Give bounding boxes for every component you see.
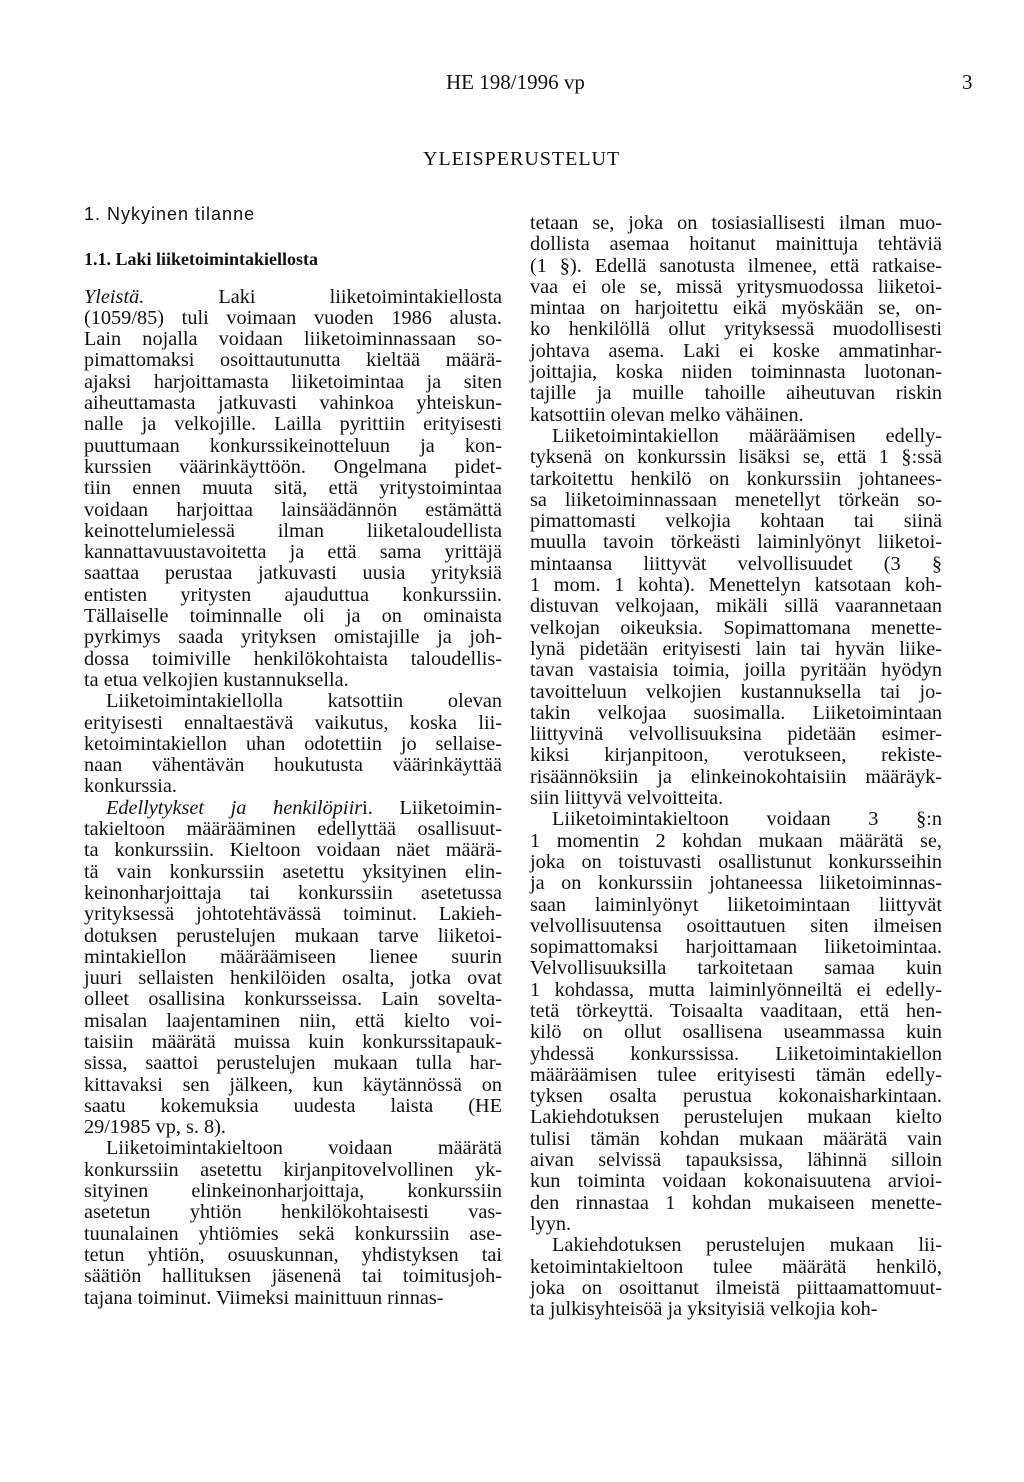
text-line: taisiin määrätä muissa kuin konkurssitapauk- (84, 1030, 502, 1053)
text-line: pimattomaksi osoittautunutta kieltää määrä- (84, 349, 502, 372)
text-line: risäännöksiin ja elinkeinokohtaisiin määräyk- (530, 765, 942, 788)
text-line: pyrkimys saada yrityksen omistajille ja joh- (84, 626, 502, 649)
text-line: liittyvinä velvollisuuksina pidetään esimer- (530, 723, 942, 746)
text-line: olleet osallisina konkursseissa. Lain sovelta- (84, 988, 502, 1011)
text-line: Tällaiselle toiminnalle oli ja on ominaista (84, 605, 502, 628)
text-line: Lakiehdotuksen perustelujen mukaan kielto (530, 1106, 942, 1129)
text-line: Lain nojalla voidaan liiketoiminnassaan so- (84, 328, 502, 351)
text-line: velvollisuutensa osoittautuen siten ilmeisen (530, 914, 942, 937)
right-body-text (530, 213, 942, 1320)
text-line: mintaansa liittyvät velvollisuudet (3 § (530, 552, 942, 575)
heading-current-situation: 1. Nykyinen tilanne (84, 204, 256, 224)
text-line: sopimattomaksi harjoittamaan liiketoimintaa. (530, 936, 942, 959)
text-line: Liiketoimintakieltoon voidaan 3 §:n (552, 808, 942, 831)
text-line: dossa toimiville henkilökohtaista taloudellis- (84, 647, 502, 670)
text-line: joittajia, koska niiden toiminnasta luotonan- (530, 361, 942, 384)
text-line: joka on osoittanut ilmeistä piittaamattomuut- (530, 1276, 942, 1299)
text-line: keinottelumielessä ilman liiketaloudellista (84, 519, 502, 542)
text-line: erityisesti ennaltaestävä vaikutus, koska lii- (84, 711, 502, 734)
text-line: ta konkurssiin. Kieltoon voidaan näet määrä- (84, 839, 502, 862)
text-line: naan vähentävän houkutusta väärinkäyttää (84, 754, 502, 777)
text-line: lyyn. (530, 1212, 572, 1235)
text-line: ta etua velkojien kustannuksella. (84, 668, 349, 691)
text-line: Lakiehdotuksen perustelujen mukaan lii- (552, 1234, 942, 1257)
text-line: entisten yritysten ajauduttua konkurssiin. (84, 583, 502, 606)
text-line: kurssien väärinkäyttöön. Ongelmana pidet- (84, 455, 502, 478)
text-line: tavoitteluun velkojien kustannuksella tai jo- (530, 680, 942, 703)
text-line: kittavaksi sen jälkeen, kun käytännössä on (84, 1073, 502, 1096)
section-title: YLEISPERUSTELUT (423, 148, 621, 170)
text-line: juuri sellaisten henkilöiden osalta, jotka ovat (84, 967, 502, 990)
text-line: määräämisen tulee erityisesti tämän edelly- (530, 1063, 942, 1086)
text-line: muulla tavoin törkeästi laiminlyönyt liiketoi- (530, 531, 942, 554)
text-line: Yleistä. Laki liiketoimintakiellosta (84, 285, 502, 308)
text-line: saan laiminlyönyt liiketoimintaan liittyvät (530, 893, 942, 916)
text-line: tä vain konkurssiin asetettu yksityinen elin- (84, 860, 502, 883)
page-number: 3 (962, 70, 973, 94)
text-line: mintaa on harjoitettu eikä myöskään se, on- (530, 297, 942, 320)
text-line: vaa ei ole se, missä yritysmuodossa liiketoi- (530, 275, 942, 298)
heading-law: 1.1. Laki liiketoimintakiellosta (84, 249, 319, 270)
right-column (530, 213, 942, 1320)
text-line: konkurssiin asetettu kirjanpitovelvollinen yk- (84, 1158, 502, 1181)
text-line: tulisi tämän kohdan mukaan määrätä vain (530, 1127, 942, 1150)
text-line: tiin ennen muuta sitä, että yritystoimintaa (84, 477, 502, 500)
text-line: distuvan velkojaan, mikäli sillä vaarannetaan (530, 595, 942, 618)
text-line: mintakiellon määräämiseen lienee suurin (84, 945, 502, 968)
text-line: misalan laajentaminen niin, että kielto voi- (84, 1009, 502, 1032)
text-line: tetä törkeyttä. Toisaalta vaaditaan, että hen- (530, 999, 942, 1022)
text-line: 1 momentin 2 kohdan mukaan määrätä se, (530, 829, 942, 852)
text-line: yrityksessä johtotehtävässä toiminut. Lakieh- (84, 903, 502, 926)
text-line: tavan vastaisia toimia, joilla pyritään hyödyn (530, 659, 942, 682)
left-body-text (84, 287, 502, 1309)
text-line: johtava asema. Laki ei koske ammatinhar- (530, 339, 942, 362)
text-line: tuunalainen yhtiömies sekä konkurssiin ase- (84, 1222, 502, 1245)
text-line: ko henkilöllä ollut yrityksessä muodollisesti (530, 318, 942, 341)
text-line: kannattavuustavoitetta ja että sama yrittäjä (84, 541, 502, 564)
text-line: Velvollisuuksilla tarkoitetaan samaa kuin (530, 957, 942, 980)
text-line: yhdessä konkurssissa. Liiketoimintakiellon (530, 1042, 942, 1065)
text-line: Edellytykset ja henkilöpiiri. Liiketoimin- (106, 796, 502, 819)
text-line: sissa, saattoi perustelujen mukaan tulla har- (84, 1052, 502, 1075)
text-line: 1 kohdassa, mutta laiminlyönneiltä ei edelly- (530, 978, 942, 1001)
text-line: sityinen elinkeinonharjoittaja, konkurssiin (84, 1180, 502, 1203)
text-line: 1 mom. 1 kohta). Menettelyn katsotaan koh- (530, 574, 942, 597)
text-line: lynä pidetään erityisesti lain tai hyvän liike- (530, 637, 942, 660)
text-line: ja on konkurssiin johtaneessa liiketoiminnas- (530, 872, 942, 895)
text-line: dollista asemaa hoitanut mainittuja tehtäviä (530, 233, 942, 256)
text-line: puuttumaan konkurssikeinotteluun ja kon- (84, 434, 502, 457)
text-line: takieltoon määrääminen edellyttää osallisuut- (84, 818, 502, 841)
text-line: aiheuttamasta jatkuvasti vahinkoa yhteiskun- (84, 392, 502, 415)
text-line: velkojan oikeuksia. Sopimattomana menette- (530, 616, 942, 639)
text-line: takin velkojaa suosimalla. Liiketoimintaan (530, 701, 942, 724)
text-line: saattaa perustaa jatkuvasti uusia yrityksiä (84, 562, 502, 585)
text-line: joka on toistuvasti osallistunut konkursseihin (530, 850, 942, 873)
text-line: kilö on ollut osallisena useammassa kuin (530, 1021, 942, 1044)
text-line: saatu kokemuksia uudesta laista (HE (84, 1094, 502, 1117)
text-line: nalle ja velkojille. Lailla pyrittiin erityisesti (84, 413, 502, 436)
text-line: Liiketoimintakieltoon voidaan määrätä (106, 1137, 502, 1160)
document-id: HE 198/1996 vp (446, 70, 585, 94)
text-line: asetetun yhtiön henkilökohtaisesti vas- (84, 1201, 502, 1224)
text-line: tetaan se, joka on tosiasiallisesti ilman muo- (530, 212, 942, 234)
left-column (84, 204, 502, 1309)
text-line: (1059/85) tuli voimaan vuoden 1986 alusta. (84, 306, 502, 329)
text-line: Liiketoimintakiellolla katsottiin olevan (106, 690, 502, 713)
text-line: ta julkisyhteisöä ja yksityisiä velkojia koh- (530, 1298, 878, 1321)
text-line: 29/1985 vp, s. 8). (84, 1116, 226, 1139)
text-line: sa liiketoiminnassaan menetellyt törkeän so- (530, 488, 942, 511)
text-line: siin liittyvä velvoitteita. (530, 787, 724, 810)
text-line: säätiön hallituksen jäsenenä tai toimitusjoh- (84, 1265, 502, 1288)
text-line: dotuksen perustelujen mukaan tarve liiketoi- (84, 924, 502, 947)
text-line: tajana toiminut. Viimeksi mainittuun rinnas- (84, 1286, 444, 1309)
text-line: tyksen osalta perustua kokonaisharkintaan. (530, 1085, 942, 1108)
text-line: katsottiin olevan melko vähäinen. (530, 403, 804, 426)
text-line: kiksi kirjanpitoon, verotukseen, rekiste- (530, 744, 942, 767)
text-line: konkurssia. (84, 775, 177, 798)
text-line: pimattomasti velkojia kohtaan tai siinä (530, 510, 942, 533)
text-line: tetun yhtiön, osuuskunnan, yhdistyksen tai (84, 1243, 502, 1266)
page-header (0, 70, 1024, 100)
text-line: ketoimintakiellon uhan odotettiin jo sellaise- (84, 732, 502, 755)
text-line: (1 §). Edellä sanotusta ilmenee, että ratkaise- (530, 254, 942, 277)
text-line: aivan selvissä tapauksissa, lähinnä silloin (530, 1149, 942, 1172)
text-line: keinonharjoittaja tai konkurssiin asetetussa (84, 881, 502, 904)
text-line: ajaksi harjoittamasta liiketoimintaa ja siten (84, 370, 502, 393)
text-line: tajille ja muille tahoille aiheutuvan riskin (530, 382, 942, 405)
text-line: kun toiminta voidaan kokonaisuutena arvioi- (530, 1170, 942, 1193)
text-line: Liiketoimintakiellon määräämisen edelly- (552, 424, 942, 447)
text-line: tarkoitettu henkilö on konkurssiin johtanees- (530, 467, 942, 490)
text-line: tyksenä on konkurssin lisäksi se, että 1 §:ssä (530, 446, 942, 469)
text-line: den rinnastaa 1 kohdan mukaiseen menette- (530, 1191, 942, 1214)
text-line: voidaan harjoittaa lainsäädännön estämättä (84, 498, 502, 521)
text-line: ketoimintakieltoon tulee määrätä henkilö, (530, 1255, 942, 1278)
